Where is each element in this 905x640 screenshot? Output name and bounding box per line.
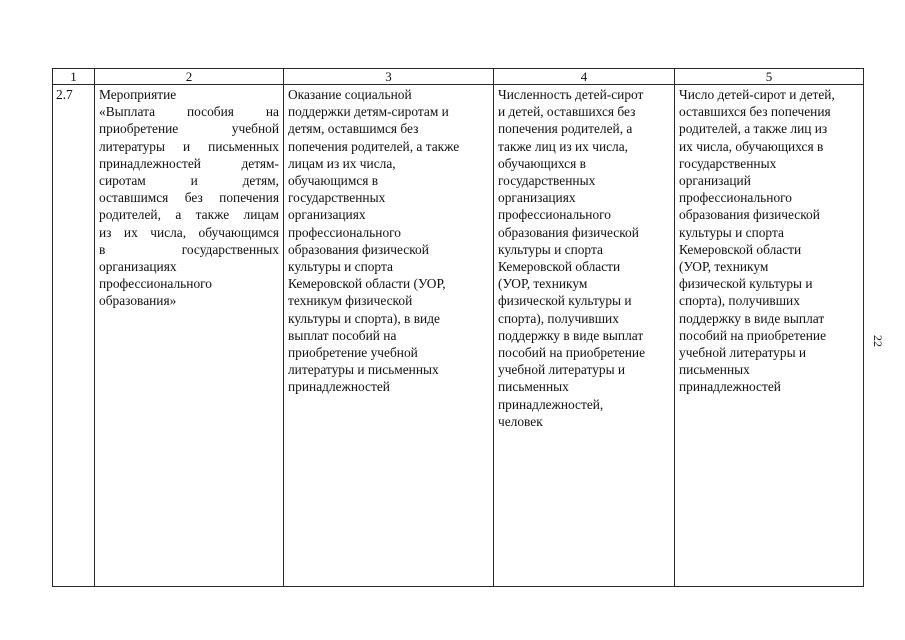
text-line: родителей, а также лицам: [99, 207, 279, 223]
text-line: организациях: [99, 259, 177, 275]
text-line: письменных: [498, 379, 569, 395]
text-line: поддержки детям-сиротам и: [288, 104, 449, 120]
text-line: профессионального: [679, 190, 792, 206]
text-line: пособий на приобретение: [498, 345, 646, 361]
text-line: Кемеровской области: [679, 241, 802, 257]
text-line: поддержку в виде выплат: [498, 327, 644, 343]
text-line: учебной литературы и: [679, 345, 807, 361]
text-line: образования физической: [288, 241, 429, 257]
text-line: принадлежностей детям-: [99, 155, 279, 171]
text-line: обучающимся в: [288, 173, 379, 189]
text-line: государственных: [288, 190, 386, 206]
text-line: попечения родителей, а: [498, 121, 633, 137]
text-line: также лиц из их числа,: [498, 138, 629, 154]
text-line: детям, оставшимся без: [288, 121, 419, 137]
measure-description-text: [288, 86, 489, 396]
text-line: выплат пособий на: [288, 327, 397, 343]
indicator-definition-text: [679, 86, 859, 396]
text-line: (УОР, техникум: [498, 276, 588, 292]
header-cell-4: 4: [494, 69, 675, 85]
indicator-name-text: [498, 86, 670, 430]
indicator-name-cell: [494, 85, 675, 587]
indicator-definition-cell: [675, 85, 864, 587]
text-line: их числа, обучающихся в: [679, 138, 824, 154]
text-line: культуры и спорта), в виде: [288, 310, 440, 326]
text-line: человек: [498, 413, 543, 429]
table-header-row: [53, 69, 864, 85]
text-line: попечения родителей, а также: [288, 138, 460, 154]
text-line: образования физической: [498, 224, 639, 240]
header-cell-3: 3: [284, 69, 494, 85]
text-line: учебной литературы и: [498, 362, 626, 378]
text-line: образования физической: [679, 207, 820, 223]
text-line: Кемеровской области (УОР,: [288, 276, 446, 292]
text-line: образования»: [99, 293, 177, 309]
text-line: физической культуры и: [498, 293, 632, 309]
text-line: литературы и письменных: [288, 362, 439, 378]
text-line: организаций: [679, 173, 751, 189]
text-line: спорта), получивших: [498, 310, 619, 326]
text-line: сиротам и детям,: [99, 173, 279, 189]
text-line: культуры и спорта: [498, 241, 603, 257]
header-cell-5: 5: [675, 69, 864, 85]
text-line: из их числа, обучающимся: [99, 224, 279, 240]
measure-name-cell: [95, 85, 284, 587]
text-line: литературы и письменных: [99, 138, 279, 154]
text-line: в государственных: [99, 241, 279, 257]
text-line: Число детей-сирот и детей,: [679, 87, 835, 102]
measure-name-text: [99, 86, 279, 310]
text-line: Мероприятие: [99, 87, 177, 102]
text-line: приобретение учебной: [99, 121, 279, 137]
header-cell-2: 2: [95, 69, 284, 85]
text-line: принадлежностей,: [498, 396, 604, 412]
text-line: и детей, оставшихся без: [498, 104, 636, 120]
text-line: оставшимся без попечения: [99, 190, 279, 206]
text-line: государственных: [679, 155, 777, 171]
text-line: Кемеровской области: [498, 259, 621, 275]
text-line: (УОР, техникум: [679, 259, 769, 275]
text-line: письменных: [679, 362, 750, 378]
text-line: родителей, а также лиц из: [679, 121, 828, 137]
text-line: организациях: [288, 207, 366, 223]
text-line: лицам из их числа,: [288, 155, 396, 171]
text-line: профессионального: [288, 224, 401, 240]
text-line: профессионального: [99, 276, 212, 292]
text-line: обучающихся в: [498, 155, 586, 171]
row-number-cell: 2.7: [53, 85, 95, 587]
table-row: [53, 85, 864, 587]
text-line: пособий на приобретение: [679, 327, 827, 343]
text-line: поддержку в виде выплат: [679, 310, 825, 326]
measures-table: [52, 68, 864, 587]
text-line: культуры и спорта: [288, 259, 393, 275]
text-line: культуры и спорта: [679, 224, 784, 240]
text-line: Численность детей-сирот: [498, 87, 644, 102]
text-line: спорта), получивших: [679, 293, 800, 309]
text-line: Оказание социальной: [288, 87, 412, 102]
header-cell-1: 1: [53, 69, 95, 85]
text-line: физической культуры и: [679, 276, 813, 292]
text-line: «Выплата пособия на: [99, 104, 279, 120]
text-line: государственных: [498, 173, 596, 189]
text-line: принадлежностей: [679, 379, 781, 395]
page-number: 22: [871, 335, 885, 347]
measure-description-cell: [284, 85, 494, 587]
text-line: организациях: [498, 190, 576, 206]
text-line: принадлежностей: [288, 379, 390, 395]
text-line: техникум физической: [288, 293, 413, 309]
text-line: профессионального: [498, 207, 611, 223]
text-line: приобретение учебной: [288, 345, 418, 361]
text-line: оставшихся без попечения: [679, 104, 831, 120]
